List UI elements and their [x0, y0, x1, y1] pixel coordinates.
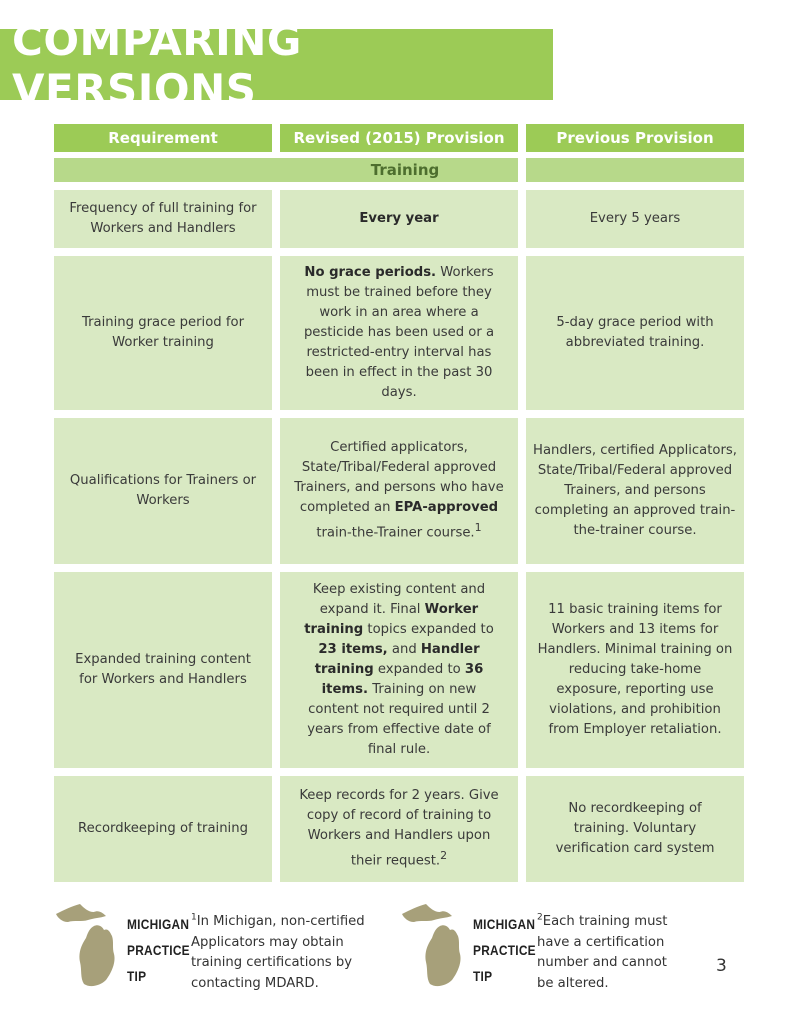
tip-label-tip: TIP	[473, 968, 493, 984]
title-banner	[0, 15, 553, 114]
page-number: 3	[716, 956, 727, 976]
requirement-cell: Qualifications for Trainers or Workers	[54, 418, 272, 564]
section-title: Training	[370, 161, 440, 179]
tip-label-practice: PRACTICE	[473, 942, 536, 958]
table-row	[54, 256, 744, 410]
previous-cell: 11 basic training items for Workers and 13 items for Handlers. Minimal training on reducing take-home exposure, reporting use violations, and prohibition from Employer retaliation.	[526, 572, 744, 768]
tip-label-practice: PRACTICE	[127, 942, 190, 958]
requirement-cell: Recordkeeping of training	[54, 776, 272, 882]
previous-cell: 5-day grace period with abbreviated training.	[526, 256, 744, 410]
revised-cell: No grace periods. Workers must be trained before they work in an area where a pesticide has been used or a restricted-entry interval has been in effect in the past 30 days.	[280, 256, 518, 410]
page-title: COMPARING VERSIONS	[12, 15, 302, 114]
table-row	[54, 572, 744, 768]
section-row	[54, 158, 744, 182]
previous-cell: No recordkeeping of training. Voluntary verification card system	[526, 776, 744, 882]
table-row	[54, 776, 744, 882]
header-requirement: Requirement	[54, 124, 272, 152]
revised-cell: Certified applicators, State/Tribal/Federal approved Trainers, and persons who have completed an EPA-approved train-the-Trainer course.$^1$	[280, 418, 518, 564]
table-row	[54, 190, 744, 248]
section-empty-cell	[526, 158, 744, 182]
section-label	[54, 158, 518, 182]
table-row	[54, 418, 744, 564]
requirement-cell: Frequency of full training for Workers and Handlers	[54, 190, 272, 248]
table-header-row	[54, 124, 744, 152]
header-previous: Previous Provision	[526, 124, 744, 152]
previous-cell: Every 5 years	[526, 190, 744, 248]
michigan-map-icon	[54, 900, 128, 990]
tip-label-tip: TIP	[127, 968, 147, 984]
previous-cell: Handlers, certified Applicators, State/Tribal/Federal approved Trainers, and persons completing an approved train-the-trainer course.	[526, 418, 744, 564]
tip-text: $^2$Each training must have a certification number and cannot be altered.	[537, 913, 668, 991]
revised-cell: Every year	[280, 190, 518, 248]
tip-label-michigan: MICHIGAN	[473, 916, 536, 932]
tip-text: $^1$In Michigan, non-certified Applicators may obtain training certifications by contacting MDARD.	[191, 913, 365, 991]
tip-label-michigan: MICHIGAN	[127, 916, 190, 932]
revised-cell: Keep existing content and expand it. Final Worker training topics expanded to 23 items, and Handler training expanded to 36 items. Training on new content not required until 2 years from effective date of final rule.	[280, 572, 518, 768]
michigan-map-icon	[400, 900, 474, 990]
requirement-cell: Training grace period for Worker training	[54, 256, 272, 410]
revised-cell: Keep records for 2 years. Give copy of record of training to Workers and Handlers upon their request.$^2$	[280, 776, 518, 882]
michigan-practice-tip-2	[400, 900, 700, 1000]
requirement-cell: Expanded training content for Workers and Handlers	[54, 572, 272, 768]
header-revised: Revised (2015) Provision	[280, 124, 518, 152]
michigan-practice-tip-1	[54, 900, 384, 1000]
